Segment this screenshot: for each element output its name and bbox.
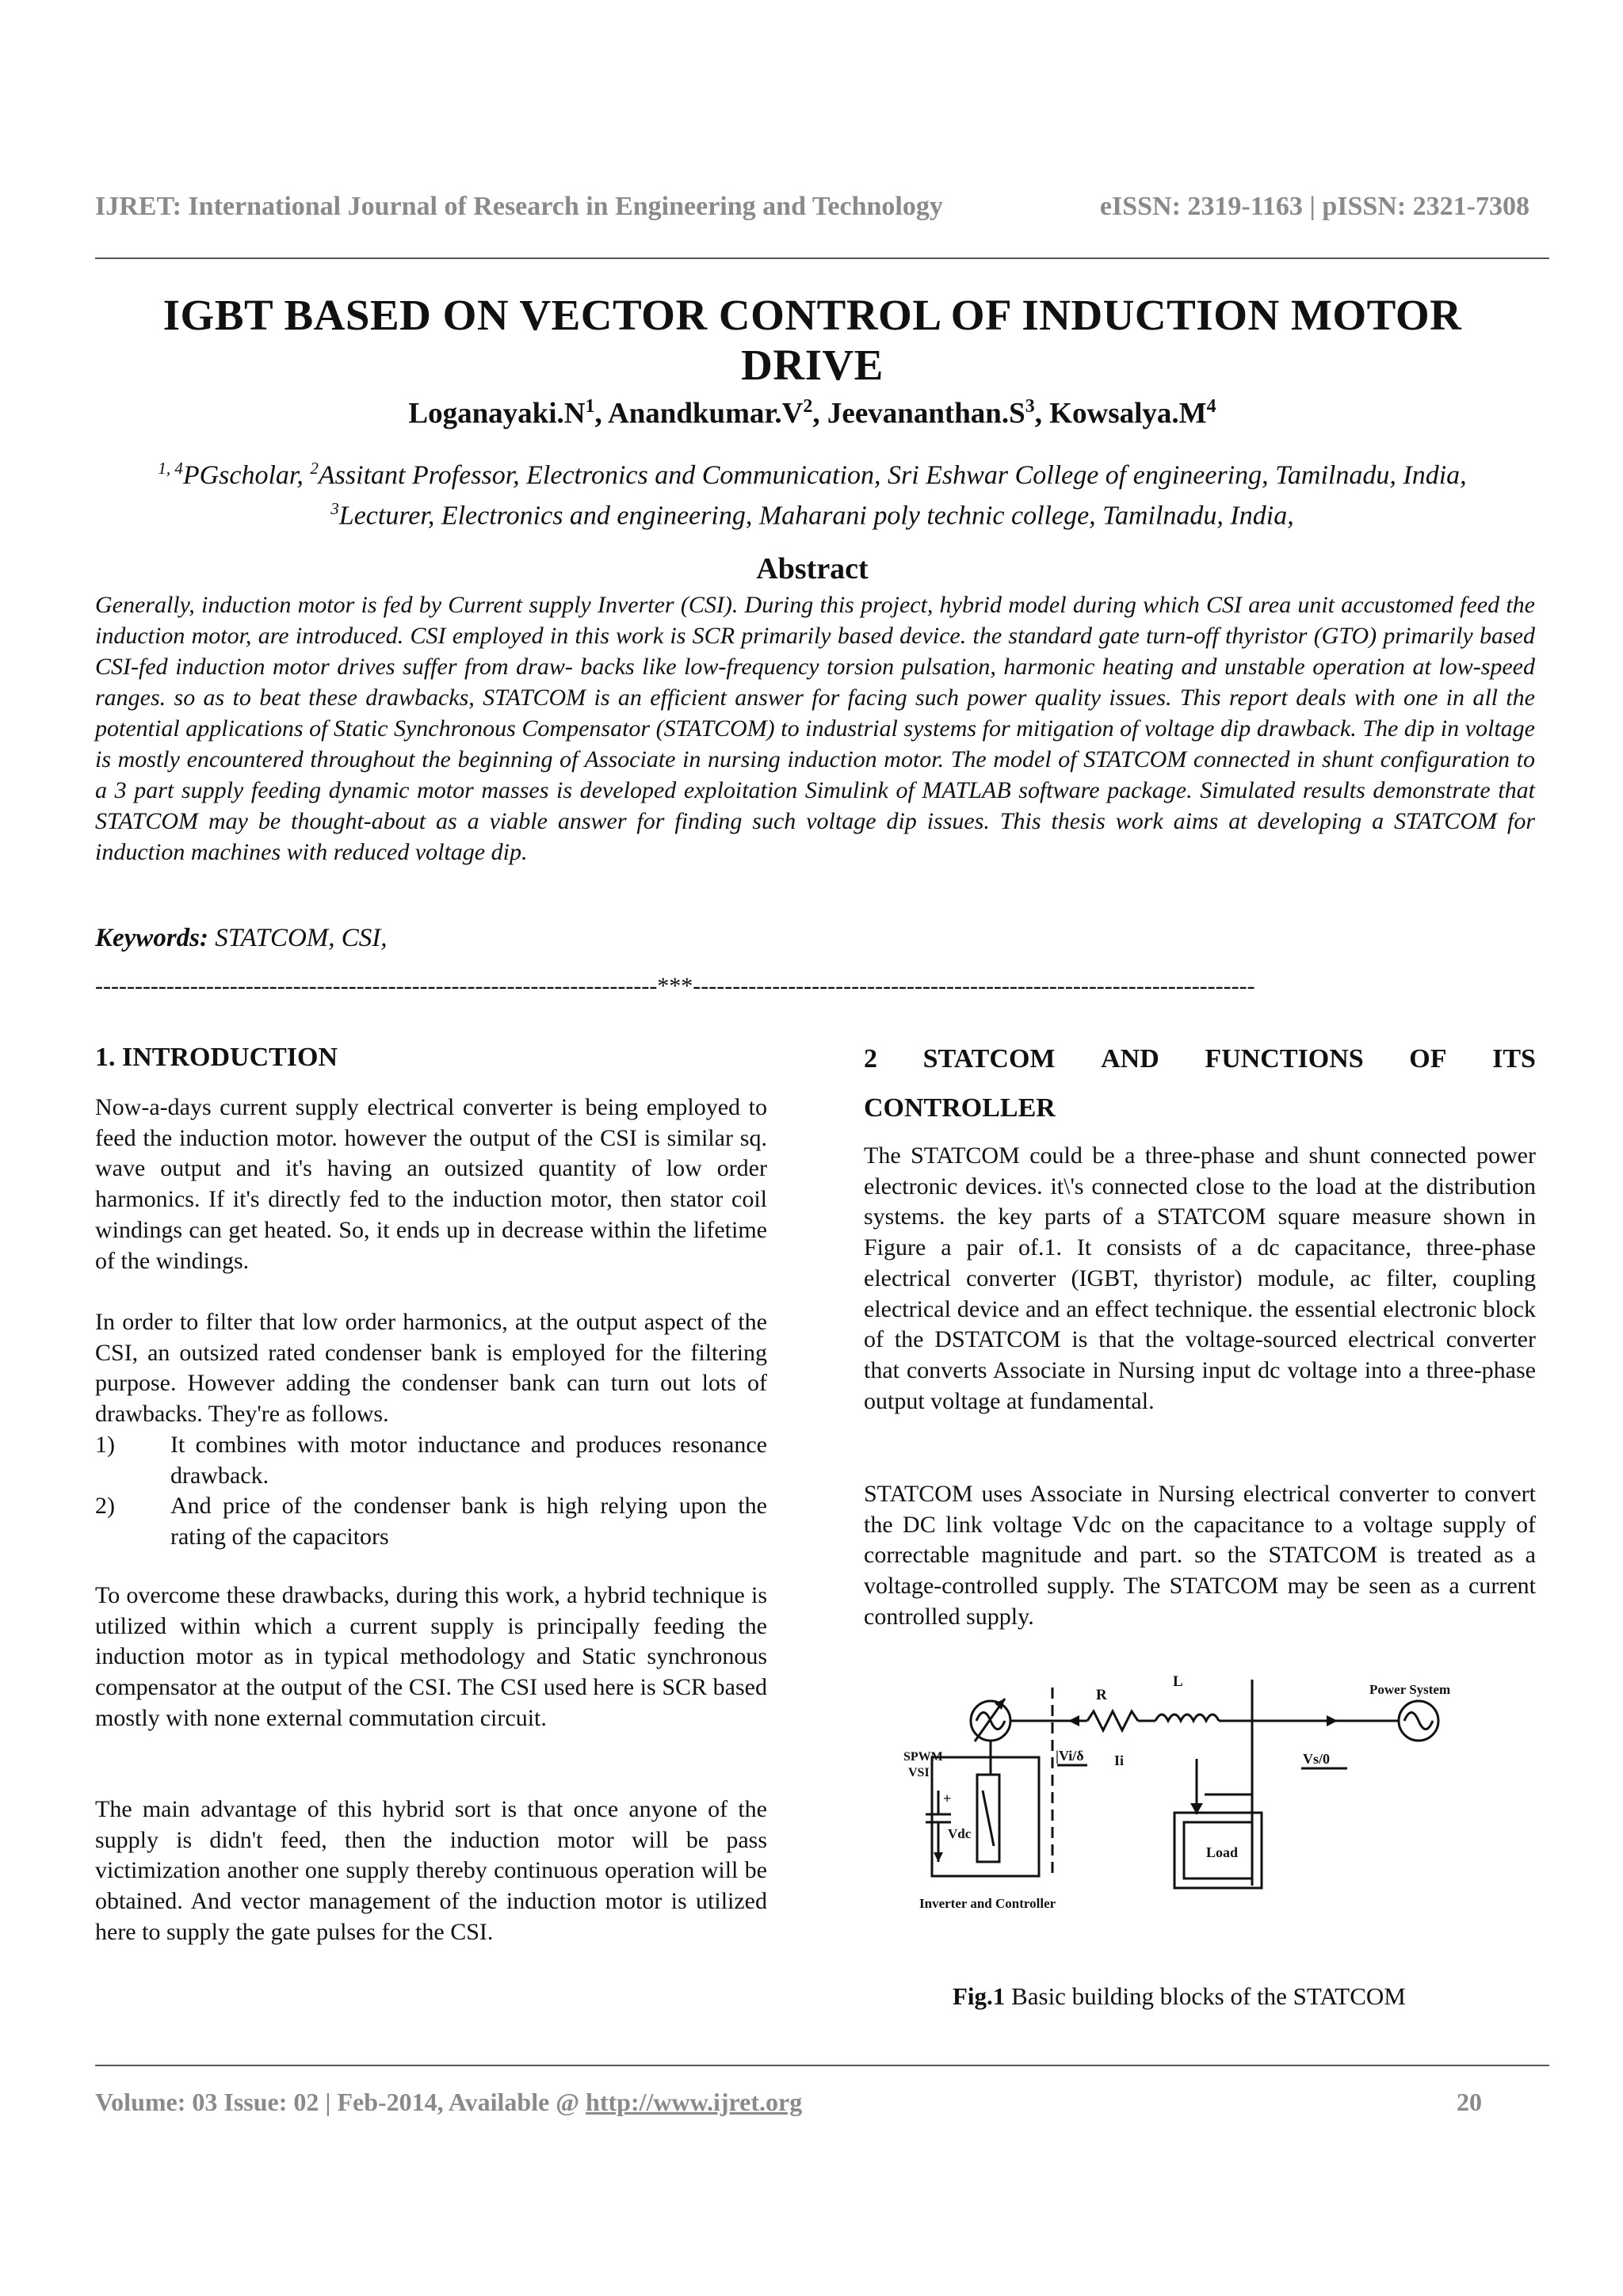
footer	[95, 2088, 1482, 2117]
label-vsi: VSI	[908, 1766, 930, 1779]
paper-title: IGBT BASED ON VECTOR CONTROL OF INDUCTION MOTOR DRIVE	[162, 291, 1462, 389]
author-sup: 2	[803, 396, 813, 417]
author-sup: 3	[1025, 396, 1035, 417]
author: Loganayaki.N	[408, 397, 586, 430]
section-1-heading: 1. INTRODUCTION	[95, 1043, 338, 1072]
footer-volume: Volume: 03 Issue: 02 | Feb-2014, Available @ http://www.ijret.org	[95, 2088, 803, 2116]
keywords-label: Keywords:	[95, 924, 208, 952]
section-1-paragraph: In order to filter that low order harmonics, at the output aspect of the CSI, an outsized rated condenser bank is employed for the filtering purpose. However adding the condenser bank can turn out lots of drawbacks. They're as follows.	[95, 1309, 767, 1428]
label-plus: +	[943, 1791, 952, 1806]
section-1-paragraph: The main advantage of this hybrid sort is that once anyone of the supply is didn't feed, then the induction motor will be pass victimization another one supply thereby continuous operation will be obtained. And vector management of the induction motor is utilized here to supply the gate pulses for the CSI.	[95, 1796, 767, 1945]
keywords	[95, 924, 388, 953]
section-2-paragraph: STATCOM uses Associate in Nursing electrical converter to convert the DC link voltage Vdc on the capacitance to a voltage supply of correctable magnitude and part. so the STATCOM is treated as a voltage-controlled supply. The STATCOM may be seen as a current controlled supply.	[864, 1481, 1536, 1630]
author: Anandkumar.V	[607, 397, 804, 430]
separator-line: -----------------------------------------------------------------------***-----------------------------------------------------------------------	[95, 973, 1255, 999]
page-number: 20	[1457, 2088, 1482, 2116]
author: Kowsalya.M	[1049, 397, 1207, 430]
section-2-paragraph: The STATCOM could be a three-phase and shunt connected power electronic devices. it\'s connected close to the load at the distribution systems. the key parts of a STATCOM square measure shown in Figure a pair of.1. It consists of a dc capacitance, three-phase electrical converter (IGBT, thyristor) module, ac filter, coupling electrical device and an effect technique. the essential electronic block of the DSTATCOM is that the voltage-sourced electrical converter that converts Associate in Nursing input dc voltage into a three-phase output voltage at fundamental.	[864, 1142, 1536, 1414]
figure-caption	[953, 1982, 1406, 2011]
label-R: R	[1096, 1687, 1107, 1703]
label-ii: Ii	[1114, 1753, 1125, 1768]
figure-caption-text: Basic building blocks of the STATCOM	[1005, 1982, 1406, 2010]
section-2-heading: 2 STATCOM AND FUNCTIONS OF ITS CONTROLLER	[864, 1044, 1536, 1123]
list-item: 2) And price of the condenser bank is high relying upon the rating of the capacitors	[95, 1493, 767, 1550]
section-1-paragraph: Now-a-days current supply electrical converter is being employed to feed the induction motor. however the output of the CSI is similar sq. wave output and it's having an outsized quantity of low order harmonics. If it's directly fed to the induction motor, then stator coil windings can get heated. So, it ends up in decrease within the lifetime of the windings.	[95, 1094, 767, 1274]
label-vi: |Vi/δ	[1056, 1748, 1084, 1764]
figure-caption-label: Fig.1	[953, 1982, 1006, 2010]
journal-name: IJRET: International Journal of Research in Engineering and Technology	[95, 192, 943, 221]
label-load: Load	[1206, 1844, 1239, 1860]
affiliations	[95, 452, 1529, 533]
label-vs: Vs/0	[1303, 1751, 1331, 1767]
affiliation-line-2: $^3$Lecturer, Electronics and engineering, Maharani poly technic college, Tamilnadu, India,	[330, 499, 1294, 531]
journal-link[interactable]: http://www.ijret.org	[586, 2088, 803, 2116]
drawback-list	[95, 1430, 767, 1553]
label-vdc: Vdc	[948, 1826, 972, 1841]
header-rule	[95, 257, 1549, 259]
abstract-text: Generally, induction motor is fed by Current supply Inverter (CSI). During this project, hybrid model during which CSI area unit accustomed feed the induction motor, are introduced. CSI employed in this work is SCR primarily based device. the standard gate turn-off thyristor (GTO) primarily based CSI-fed induction motor drives suffer from draw- backs like low-frequency torsion pulsation, harmonic heating and unstable operation at low-speed ranges. so as to beat these drawbacks, STATCOM is an efficient answer for facing such power quality issues. This report deals with one in all the potential applications of Static Synchronous Compensator (STATCOM) to industrial systems for mitigation of voltage dip drawback. The dip in voltage is mostly encountered throughout the beginning of Associate in nursing induction motor. The model of STATCOM connected in shunt configuration to a 3 part supply feeding dynamic motor masses is developed exploitation Simulink of MATLAB software package. Simulated results demonstrate that STATCOM may be thought-about as a viable answer for finding such voltage dip issues. This thesis work aims at developing a STATCOM for induction machines with reduced voltage dip.	[95, 592, 1535, 865]
affiliation-line-1: $^{1, 4}$PGscholar, $^2$Assitant Professor, Electronics and Communication, Sri Eshwar College of engineering, Tamilnadu, India,	[158, 459, 1467, 490]
footer-rule	[95, 2065, 1549, 2066]
statcom-block-diagram	[903, 1672, 1458, 1941]
current-arrow	[1327, 1715, 1338, 1726]
author-sup: 1	[585, 396, 595, 417]
author-list: $Loganayaki.N^1$, $Anandkumar.V^2$, $Jeevananthan.S^3$, $Kowsalya.M^4$	[408, 396, 1216, 430]
label-inverter-controller: Inverter and Controller	[919, 1896, 1056, 1911]
abstract-heading: Abstract	[756, 552, 869, 585]
label-L: L	[1173, 1673, 1183, 1690]
author-sup: 4	[1206, 396, 1216, 417]
issn: eISSN: 2319-1163 | pISSN: 2321-7308	[1099, 192, 1529, 221]
label-spwm: SPWM	[903, 1750, 943, 1764]
section-1-paragraph: To overcome these drawbacks, during this work, a hybrid technique is utilized within which a current supply is principally feeding the induction motor as in typical methodology and Static synchronous compensator at the output of the CSI. The CSI used here is SCR based mostly with none external commutation circuit.	[95, 1582, 767, 1731]
running-header	[95, 192, 1529, 222]
keywords-value: STATCOM, CSI,	[208, 924, 388, 952]
author: Jeevananthan.S	[827, 397, 1025, 430]
label-power-system: Power System	[1369, 1682, 1451, 1697]
list-item: 1) It combines with motor inductance and produces resonance drawback.	[95, 1432, 767, 1489]
current-arrow	[1068, 1715, 1079, 1726]
